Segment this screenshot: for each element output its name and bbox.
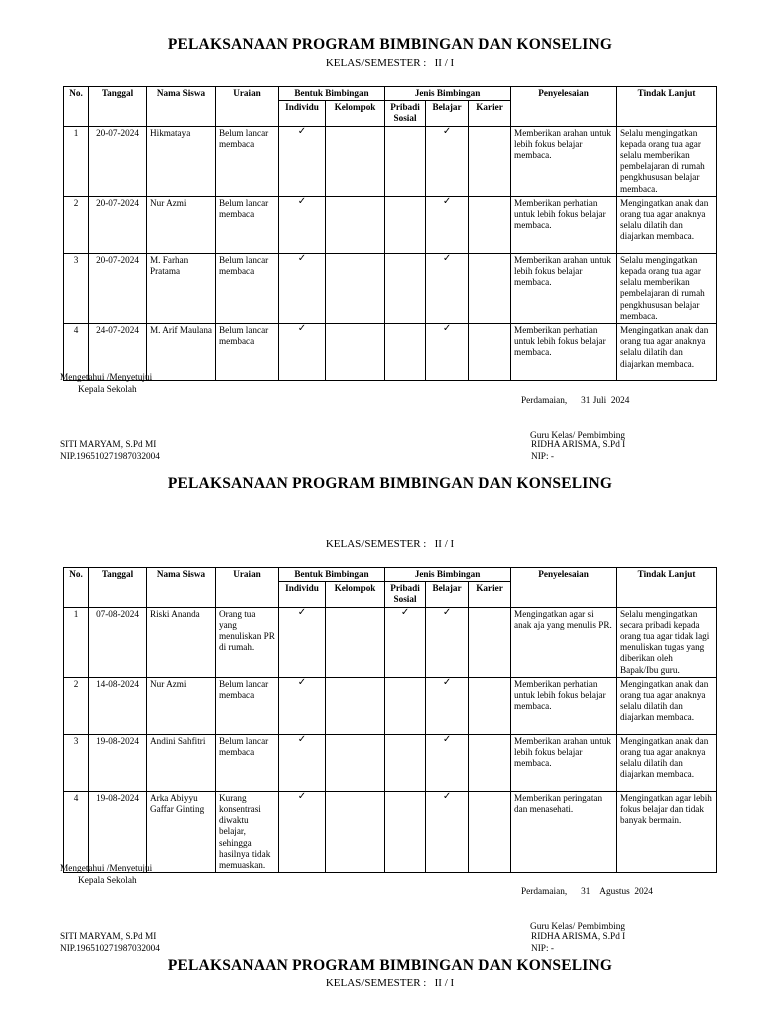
header-uraian: Uraian — [216, 87, 279, 127]
kelas-label: KELAS/SEMESTER : — [325, 538, 427, 550]
cell-belajar-check: ✓ — [426, 734, 469, 791]
table-row — [64, 324, 717, 381]
kelas-label: KELAS/SEMESTER : — [325, 57, 427, 69]
cell-uraian: Belum lancar membaca — [216, 253, 279, 323]
header-tindak-lanjut: Tindak Lanjut — [617, 87, 717, 127]
header-nama-siswa: Nama Siswa — [147, 87, 216, 127]
cell-individu-check: ✓ — [279, 677, 326, 734]
cell-kelompok-check — [326, 324, 385, 381]
cell-karier-check — [469, 126, 511, 196]
header-belajar: Belajar — [426, 101, 469, 126]
cell-penyelesaian: Memberikan peringatan dan menasehati. — [511, 791, 617, 872]
header-kelompok: Kelompok — [326, 101, 385, 126]
table-row — [64, 677, 717, 734]
table-row — [64, 607, 717, 677]
section-3-title: PELAKSANAAN PROGRAM BIMBINGAN DAN KONSELING — [167, 957, 613, 974]
cell-no: 2 — [64, 196, 89, 253]
cell-individu-check: ✓ — [279, 196, 326, 253]
kelas-value: II / I — [434, 977, 455, 989]
cell-tindak-lanjut: Mengingatkan anak dan orang tua agar anaknya selalu dilatih dan diajarkan membaca. — [617, 196, 717, 253]
cell-tanggal: 20-07-2024 — [89, 253, 147, 323]
cell-kelompok-check — [326, 126, 385, 196]
principal-title: Kepala Sekolah — [78, 875, 137, 886]
table-row — [64, 253, 717, 323]
cell-uraian: Belum lancar membaca — [216, 734, 279, 791]
section-2-kelas — [0, 538, 768, 550]
cell-karier-check — [469, 791, 511, 872]
cell-no: 1 — [64, 126, 89, 196]
cell-penyelesaian: Memberikan arahan untuk lebih fokus belajar membaca. — [511, 253, 617, 323]
header-penyelesaian: Penyelesaian — [511, 87, 617, 127]
header-karier: Karier — [469, 582, 511, 607]
cell-belajar-check: ✓ — [426, 196, 469, 253]
section-1-kelas — [0, 57, 768, 69]
cell-tindak-lanjut: Selalu mengingatkan secara pribadi kepada orang tua agar tidak lagi menuliskan tugas yang diberikan oleh Bapak/Ibu guru. — [617, 607, 717, 677]
cell-karier-check — [469, 607, 511, 677]
header-pribadi-sosial: Pribadi Sosial — [385, 582, 426, 607]
header-no: No. — [64, 87, 89, 127]
approval-label: Mengetahui /Menyetujui — [60, 373, 153, 383]
header-karier: Karier — [469, 101, 511, 126]
cell-uraian: Orang tua yang menuliskan PR di rumah. — [216, 607, 279, 677]
cell-tanggal: 19-08-2024 — [89, 791, 147, 872]
cell-belajar-check: ✓ — [426, 253, 469, 323]
header-pribadi-sosial: Pribadi Sosial — [385, 101, 426, 126]
cell-belajar-check: ✓ — [426, 126, 469, 196]
kelas-value: II / I — [434, 57, 455, 69]
cell-nama: Nur Azmi — [147, 677, 216, 734]
cell-tanggal: 20-07-2024 — [89, 126, 147, 196]
cell-tanggal: 07-08-2024 — [89, 607, 147, 677]
cell-tanggal: 24-07-2024 — [89, 324, 147, 381]
cell-nama: M. Farhan Pratama — [147, 253, 216, 323]
section-2-sign-right-name — [531, 932, 625, 955]
header-jenis-bimbingan: Jenis Bimbingan — [385, 568, 511, 582]
header-bentuk-bimbingan: Bentuk Bimbingan — [279, 87, 385, 101]
cell-pribadi-check — [385, 126, 426, 196]
cell-nama: Hikmataya — [147, 126, 216, 196]
section-2-sign-left — [60, 864, 152, 887]
cell-pribadi-check — [385, 791, 426, 872]
cell-tanggal: 14-08-2024 — [89, 677, 147, 734]
cell-kelompok-check — [326, 677, 385, 734]
principal-name: SITI MARYAM, S.Pd MI — [60, 440, 157, 450]
header-individu: Individu — [279, 582, 326, 607]
teacher-title: Guru Kelas/ Pembimbing — [530, 921, 626, 932]
section-1-sign-right-name — [531, 440, 625, 463]
cell-individu-check: ✓ — [279, 324, 326, 381]
cell-nama: M. Arif Maulana — [147, 324, 216, 381]
principal-nip: NIP.196510271987032004 — [60, 451, 160, 462]
cell-uraian: Belum lancar membaca — [216, 126, 279, 196]
cell-belajar-check: ✓ — [426, 324, 469, 381]
cell-no: 4 — [64, 791, 89, 872]
cell-kelompok-check — [326, 734, 385, 791]
kelas-label: KELAS/SEMESTER : — [325, 977, 427, 989]
header-individu: Individu — [279, 101, 326, 126]
cell-pribadi-check — [385, 734, 426, 791]
cell-karier-check — [469, 196, 511, 253]
cell-individu-check: ✓ — [279, 791, 326, 872]
cell-uraian: Belum lancar membaca — [216, 196, 279, 253]
teacher-name: RIDHA ARISMA, S.Pd I — [531, 440, 626, 450]
cell-nama: Nur Azmi — [147, 196, 216, 253]
header-tanggal: Tanggal — [89, 87, 147, 127]
approval-label: Mengetahui /Menyetujui — [60, 864, 153, 874]
cell-kelompok-check — [326, 196, 385, 253]
cell-no: 2 — [64, 677, 89, 734]
cell-penyelesaian: Mengingatkan agar si anak aja yang menulis PR. — [511, 607, 617, 677]
cell-penyelesaian: Memberikan arahan untuk lebih fokus belajar membaca. — [511, 126, 617, 196]
header-jenis-bimbingan: Jenis Bimbingan — [385, 87, 511, 101]
cell-tindak-lanjut: Selalu mengingatkan kepada orang tua agar selalu memberikan pembelajaran di rumah pengkhususan belajar membaca. — [617, 126, 717, 196]
table-row — [64, 734, 717, 791]
place-date: Perdamaian, 31 Juli 2024 — [521, 396, 630, 406]
header-belajar: Belajar — [426, 582, 469, 607]
cell-nama: Arka Abiyyu Gaffar Ginting — [147, 791, 216, 872]
cell-uraian: Belum lancar membaca — [216, 324, 279, 381]
principal-nip: NIP.196510271987032004 — [60, 943, 160, 954]
header-no: No. — [64, 568, 89, 608]
cell-penyelesaian: Memberikan perhatian untuk lebih fokus belajar membaca. — [511, 677, 617, 734]
cell-pribadi-check — [385, 196, 426, 253]
section-2-table — [63, 567, 717, 873]
cell-kelompok-check — [326, 607, 385, 677]
section-1-sign-left-name — [60, 440, 160, 463]
header-bentuk-bimbingan: Bentuk Bimbingan — [279, 568, 385, 582]
cell-no: 4 — [64, 324, 89, 381]
teacher-nip: NIP: - — [531, 451, 554, 462]
header-nama-siswa: Nama Siswa — [147, 568, 216, 608]
header-tindak-lanjut: Tindak Lanjut — [617, 568, 717, 608]
header-kelompok: Kelompok — [326, 582, 385, 607]
cell-penyelesaian: Memberikan arahan untuk lebih fokus belajar membaca. — [511, 734, 617, 791]
principal-title: Kepala Sekolah — [78, 384, 137, 395]
cell-uraian: Belum lancar membaca — [216, 677, 279, 734]
cell-individu-check: ✓ — [279, 126, 326, 196]
cell-pribadi-check — [385, 677, 426, 734]
cell-pribadi-check — [385, 253, 426, 323]
cell-kelompok-check — [326, 253, 385, 323]
cell-nama: Riski Ananda — [147, 607, 216, 677]
cell-belajar-check: ✓ — [426, 791, 469, 872]
cell-no: 3 — [64, 253, 89, 323]
cell-tindak-lanjut: Mengingatkan agar lebih fokus belajar dan tidak banyak bermain. — [617, 791, 717, 872]
table-row — [64, 791, 717, 872]
cell-tindak-lanjut: Mengingatkan anak dan orang tua agar anaknya selalu dilatih dan diajarkan membaca. — [617, 677, 717, 734]
header-penyelesaian: Penyelesaian — [511, 568, 617, 608]
section-2-sign-left-name — [60, 932, 160, 955]
cell-tindak-lanjut: Mengingatkan anak dan orang tua agar anaknya selalu dilatih dan diajarkan membaca. — [617, 324, 717, 381]
cell-tanggal: 20-07-2024 — [89, 196, 147, 253]
cell-pribadi-check — [385, 324, 426, 381]
principal-name: SITI MARYAM, S.Pd MI — [60, 932, 157, 942]
cell-tanggal: 19-08-2024 — [89, 734, 147, 791]
cell-pribadi-check: ✓ — [385, 607, 426, 677]
cell-individu-check: ✓ — [279, 253, 326, 323]
teacher-title: Guru Kelas/ Pembimbing — [530, 430, 626, 441]
cell-kelompok-check — [326, 791, 385, 872]
cell-no: 1 — [64, 607, 89, 677]
cell-belajar-check: ✓ — [426, 677, 469, 734]
cell-karier-check — [469, 734, 511, 791]
place-date: Perdamaian, 31 Agustus 2024 — [521, 887, 653, 897]
cell-uraian: Kurang konsentrasi diwaktu belajar, sehingga hasilnya tidak memuaskan. — [216, 791, 279, 872]
cell-karier-check — [469, 677, 511, 734]
cell-penyelesaian: Memberikan perhatian untuk lebih fokus belajar membaca. — [511, 196, 617, 253]
cell-karier-check — [469, 324, 511, 381]
header-tanggal: Tanggal — [89, 568, 147, 608]
cell-tindak-lanjut: Mengingatkan anak dan orang tua agar anaknya selalu dilatih dan diajarkan membaca. — [617, 734, 717, 791]
cell-belajar-check: ✓ — [426, 607, 469, 677]
cell-tindak-lanjut: Selalu mengingatkan kepada orang tua agar selalu memberikan pembelajaran di rumah pengkhususan belajar membaca. — [617, 253, 717, 323]
teacher-nip: NIP: - — [531, 943, 554, 954]
section-1-sign-left — [60, 373, 152, 396]
teacher-name: RIDHA ARISMA, S.Pd I — [531, 932, 626, 942]
section-3-kelas — [0, 977, 768, 989]
table-row — [64, 196, 717, 253]
cell-individu-check: ✓ — [279, 734, 326, 791]
section-2-title: PELAKSANAAN PROGRAM BIMBINGAN DAN KONSELING — [167, 475, 613, 492]
table-row — [64, 126, 717, 196]
header-uraian: Uraian — [216, 568, 279, 608]
cell-individu-check: ✓ — [279, 607, 326, 677]
cell-penyelesaian: Memberikan perhatian untuk lebih fokus belajar membaca. — [511, 324, 617, 381]
cell-karier-check — [469, 253, 511, 323]
section-1-title: PELAKSANAAN PROGRAM BIMBINGAN DAN KONSELING — [167, 36, 613, 53]
kelas-value: II / I — [434, 538, 455, 550]
cell-no: 3 — [64, 734, 89, 791]
cell-nama: Andini Sahfitri — [147, 734, 216, 791]
section-1-table — [63, 86, 717, 381]
